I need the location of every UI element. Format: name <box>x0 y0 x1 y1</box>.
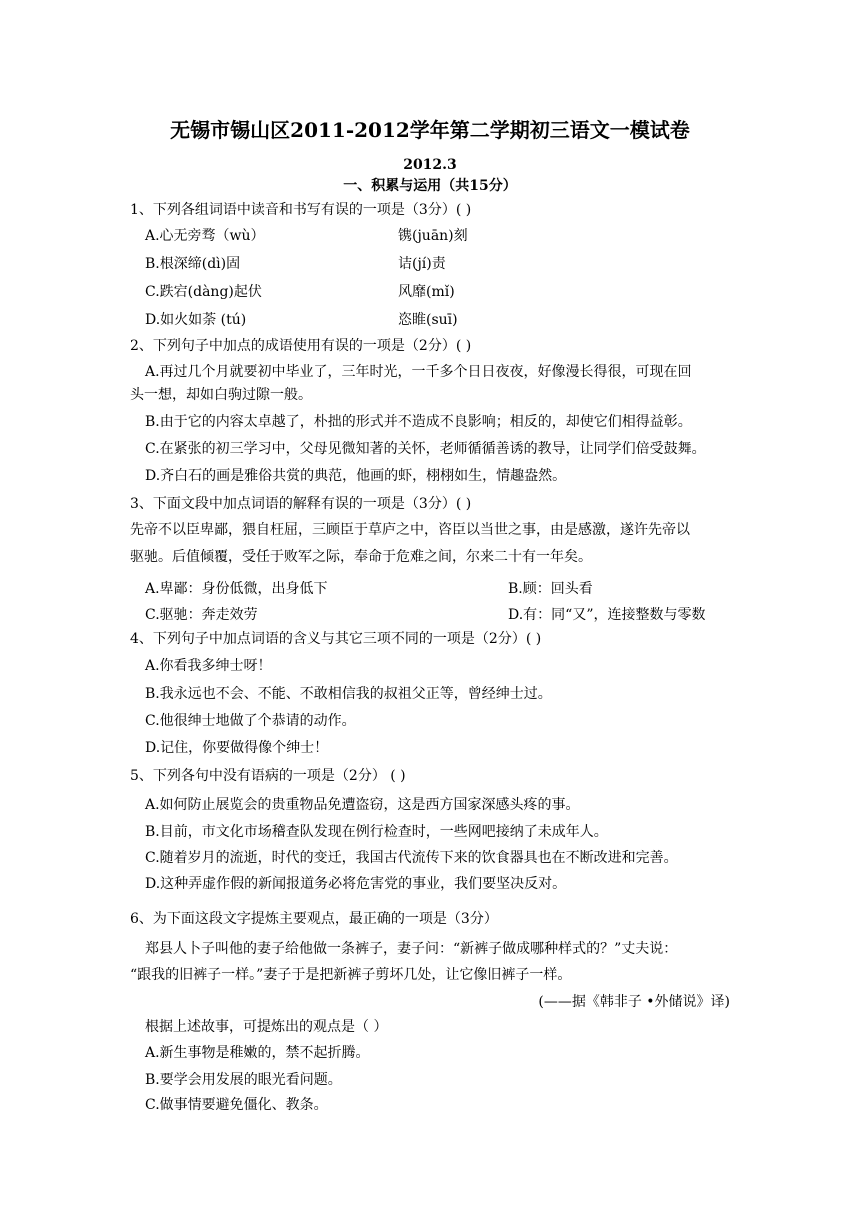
section-heading: 一、积累与运用（共15分） <box>343 178 517 194</box>
question-3-stem: 3、下面文段中加点词语的解释有误的一项是（3分）( ) <box>130 496 472 512</box>
q3-option-b: B.顾：回头看 <box>508 581 593 597</box>
q4-option-b: B.我永远也不会、不能、不敢相信我的叔祖父正等，曾经绅士过。 <box>145 686 552 702</box>
q5-option-a: A.如何防止展览会的贵重物品免遭盗窃，这是西方国家深感头疼的事。 <box>145 797 580 813</box>
q6-option-a: A.新生事物是稚嫩的，禁不起折腾。 <box>145 1045 370 1061</box>
q2-option-b: B.由于它的内容太卓越了，朴拙的形式并不造成不良影响；相反的，却使它们相得益彰。 <box>145 414 692 430</box>
q1-option-a: A.心无旁骛（wù） <box>145 228 265 244</box>
q6-passage-line2: “跟我的旧裤子一样。”妻子于是把新裤子剪坏几处，让它像旧裤子一样。 <box>130 967 572 983</box>
q1-option-a-word2: 镌(juān)刻 <box>398 228 468 244</box>
q3-option-a: A.卑鄙：身份低微，出身低下 <box>145 581 328 597</box>
q2-option-a-line2: 头一想，却如白驹过隙一般。 <box>130 387 312 403</box>
q1-option-d: D.如火如荼 (tú) <box>145 312 247 328</box>
q2-option-c: C.在紧张的初三学习中，父母见微知著的关怀，老师循循善诱的教导，让同学们倍受鼓舞。 <box>145 441 706 457</box>
question-6-stem: 6、为下面这段文字提炼主要观点，最正确的一项是（3分） <box>130 911 498 927</box>
q6-option-c: C.做事情要避免僵化、教条。 <box>145 1097 328 1113</box>
question-5-stem: 5、下列各句中没有语病的一项是（2分） ( ) <box>130 768 406 784</box>
q3-passage-line1: 先帝不以臣卑鄙，猥自枉屈，三顾臣于草庐之中，咨臣以当世之事，由是感激，遂许先帝以 <box>130 522 690 538</box>
q6-prompt: 根据上述故事，可提炼出的观点是（ ） <box>145 1019 388 1035</box>
q3-option-c: C.驱驰：奔走效劳 <box>145 607 258 623</box>
q3-passage-line2: 驱驰。后值倾覆，受任于败军之际，奉命于危难之间，尔来二十有一年矣。 <box>130 549 592 565</box>
q4-option-c: C.他很绅士地做了个恭请的动作。 <box>145 713 356 729</box>
q1-option-d-word2: 恣睢(suī) <box>398 312 458 328</box>
question-2-stem: 2、下列句子中加点的成语使用有误的一项是（2分）( ) <box>130 338 472 354</box>
question-1-stem: 1、下列各组词语中读音和书写有误的一项是（3分）( ) <box>130 202 472 218</box>
question-4-stem: 4、下列句子中加点词语的含义与其它三项不同的一项是（2分）( ) <box>130 631 542 647</box>
q1-option-c: C.跌宕(dàng)起伏 <box>145 284 262 300</box>
q3-option-d: D.有：同“又”，连接整数与零数 <box>508 607 706 623</box>
q2-option-a-line1: A.再过几个月就要初中毕业了，三年时光，一千多个日日夜夜，好像漫长得很，可现在回 <box>145 364 692 380</box>
exam-date: 2012.3 <box>403 157 457 173</box>
q6-option-b: B.要学会用发展的眼光看问题。 <box>145 1072 342 1088</box>
exam-title: 无锡市锡山区2011-2012学年第二学期初三语文一模试卷 <box>170 118 690 142</box>
q1-option-b: B.根深缔(dì)固 <box>145 256 241 272</box>
q1-option-b-word2: 诘(jí)责 <box>398 256 446 272</box>
q5-option-d: D.这种弄虚作假的新闻报道务必将危害党的事业，我们要坚决反对。 <box>145 876 567 892</box>
q4-option-a: A.你看我多绅士呀！ <box>145 658 272 674</box>
q5-option-b: B.目前，市文化市场稽查队发现在例行检查时，一些网吧接纳了未成年人。 <box>145 824 608 840</box>
q1-option-c-word2: 风靡(mǐ) <box>398 284 455 300</box>
q2-option-d: D.齐白石的画是雅俗共赏的典范，他画的虾，栩栩如生，情趣盎然。 <box>145 468 567 484</box>
q4-option-d: D.记住，你要做得像个绅士！ <box>145 740 329 756</box>
q6-source-citation: (——据《韩非子 •外储说》译) <box>538 994 730 1010</box>
q6-passage-line1: 郑县人卜子叫他的妻子给他做一条裤子，妻子问：“新裤子做成哪种样式的？”丈夫说： <box>145 941 678 957</box>
q5-option-c: C.随着岁月的流逝，时代的变迁，我国古代流传下来的饮食器具也在不断改进和完善。 <box>145 850 678 866</box>
